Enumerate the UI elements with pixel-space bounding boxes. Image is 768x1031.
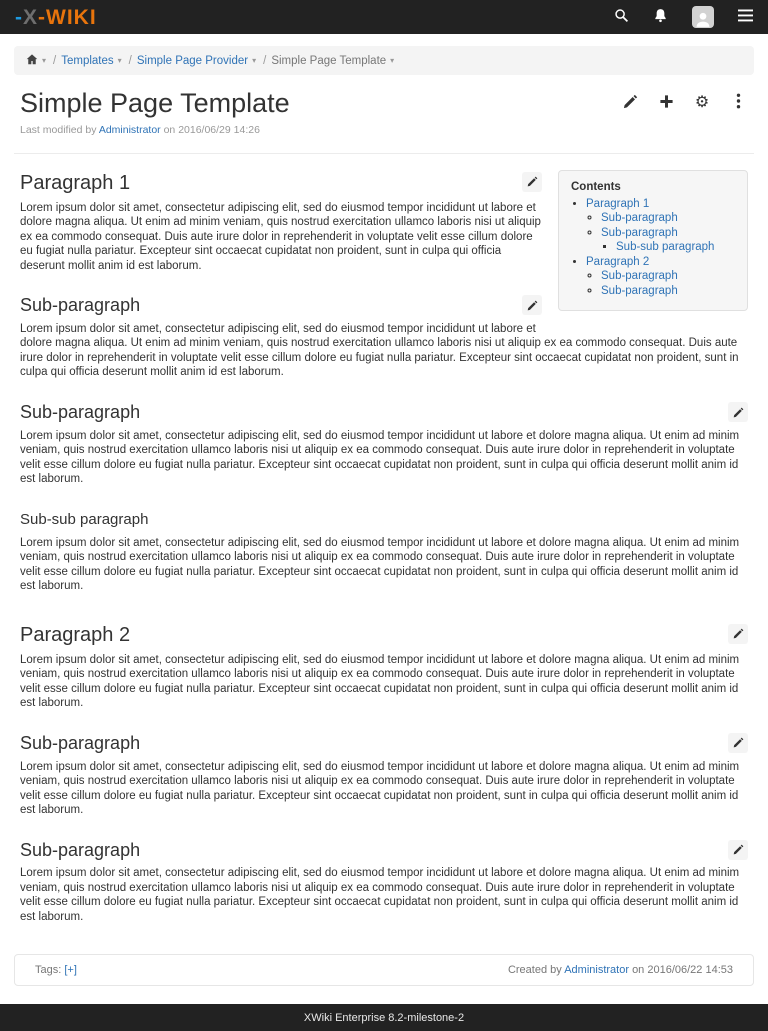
modified-prefix: Last modified by xyxy=(20,123,97,136)
section-heading-sub-paragraph: Sub-paragraph xyxy=(20,295,748,316)
last-modified-line xyxy=(0,119,768,136)
section-heading-sub-paragraph: Sub-paragraph xyxy=(20,840,748,861)
breadcrumb-link-templates[interactable]: Templates xyxy=(61,54,114,67)
page-action-buttons xyxy=(622,95,746,111)
tags-area xyxy=(35,964,77,976)
toc-item xyxy=(601,269,735,284)
section-body: Lorem ipsum dolor sit amet, consectetur adipiscing elit, sed do eiusmod tempor incididunt ut labore et dolore magna aliqua. Ut enim ad minim veniam, quis nostrud exercitation ullamco laboris nisi ut aliquip ex ea commodo consequat. Duis aute irure dolor in reprehenderit in voluptate velit esse cillum dolore eu fugiat nulla pariatur. Excepteur sint occaecat cupidatat non proident, sunt in culpa qui officia deserunt mollit anim id est laborum. xyxy=(20,760,740,816)
admin-actions-button[interactable] xyxy=(694,95,710,111)
caret-down-icon[interactable]: ▾ xyxy=(252,56,257,65)
caret-down-icon[interactable]: ▾ xyxy=(117,56,122,65)
toc-item xyxy=(586,197,735,255)
contents-box xyxy=(558,170,748,312)
toc-link-sub-paragraph[interactable]: Sub-paragraph xyxy=(601,212,678,225)
page-title: Simple Page Template xyxy=(20,88,290,118)
section-heading-paragraph-1: Paragraph 1 xyxy=(20,172,748,195)
section-edit-button[interactable] xyxy=(522,295,542,315)
document-content xyxy=(0,154,768,939)
toc-link-paragraph-2[interactable]: Paragraph 2 xyxy=(586,255,650,268)
search-icon xyxy=(614,8,629,26)
breadcrumb-separator: / xyxy=(263,54,267,67)
admin-gear-icon: ⚙ xyxy=(694,94,710,111)
breadcrumb-current-page: Simple Page Template xyxy=(271,54,387,67)
more-actions-button[interactable] xyxy=(730,95,746,111)
search-button[interactable] xyxy=(614,8,629,26)
section-edit-button[interactable] xyxy=(728,624,748,644)
edit-pencil-icon xyxy=(733,839,744,860)
document-footer xyxy=(14,954,754,986)
add-tag-button[interactable]: [+] xyxy=(64,964,77,977)
breadcrumb-separator: / xyxy=(53,54,57,67)
tags-label: Tags: xyxy=(35,964,62,977)
toc-link-sub-paragraph[interactable]: Sub-paragraph xyxy=(601,226,678,239)
created-prefix: Created by xyxy=(507,964,562,977)
toc-link-sub-paragraph[interactable]: Sub-paragraph xyxy=(601,284,678,297)
home-icon xyxy=(26,55,38,67)
edit-pencil-icon xyxy=(733,732,744,753)
toc-link-paragraph-1[interactable]: Paragraph 1 xyxy=(586,197,650,210)
navbar-actions xyxy=(614,6,753,28)
edit-pencil-icon xyxy=(527,170,538,193)
breadcrumb xyxy=(14,46,754,75)
logo-wiki-text: WIKI xyxy=(46,5,97,29)
edit-pencil-icon xyxy=(733,402,744,423)
toc-item xyxy=(601,211,735,226)
xwiki-logo[interactable] xyxy=(15,7,97,28)
section-edit-button[interactable] xyxy=(728,733,748,753)
toc-item xyxy=(616,240,735,255)
created-suffix: on 2016/06/22 14:53 xyxy=(632,964,733,977)
version-text: XWiki Enterprise 8.2-milestone-2 xyxy=(303,1011,465,1024)
breadcrumb-home-link[interactable] xyxy=(26,54,38,67)
create-plus-icon xyxy=(659,94,674,113)
created-line xyxy=(508,964,733,976)
modified-suffix: on 2016/06/29 14:26 xyxy=(163,123,260,136)
caret-down-icon[interactable]: ▾ xyxy=(42,56,47,65)
top-navbar xyxy=(0,0,768,34)
section-body: Lorem ipsum dolor sit amet, consectetur adipiscing elit, sed do eiusmod tempor incididunt ut labore et dolore magna aliqua. Ut enim ad minim veniam, quis nostrud exercitation ullamco laboris nisi ut aliquip ex ea commodo consequat. Duis aute irure dolor in reprehenderit in voluptate velit esse cillum dolore eu fugiat nulla pariatur. Excepteur sint occaecat cupidatat non proident, sunt in culpa qui officia deserunt mollit anim id est laborum. xyxy=(20,429,740,486)
toc-link-sub-paragraph[interactable]: Sub-paragraph xyxy=(601,270,678,283)
notifications-bell-icon xyxy=(653,8,668,26)
edit-pencil-icon xyxy=(733,622,744,645)
section-body: Lorem ipsum dolor sit amet, consectetur adipiscing elit, sed do eiusmod tempor incididunt ut labore et dolore magna aliqua. Ut enim ad minim veniam, quis nostrud exercitation ullamco laboris nisi ut aliquip ex ea commodo consequat. Duis aute irure dolor in reprehenderit in voluptate velit esse cillum dolore eu fugiat nulla pariatur. Excepteur sint occaecat cupidatat non proident, sunt in culpa qui officia deserunt mollit anim id est laborum. xyxy=(20,201,541,272)
notifications-button[interactable] xyxy=(653,8,668,26)
logo-blue-dash: - xyxy=(15,5,22,29)
created-author-link[interactable]: Administrator xyxy=(564,964,629,977)
section-heading-sub-paragraph: Sub-paragraph xyxy=(20,733,748,754)
section-body: Lorem ipsum dolor sit amet, consectetur adipiscing elit, sed do eiusmod tempor incididunt ut labore et dolore magna aliqua. Ut enim ad minim veniam, quis nostrud exercitation ullamco laboris nisi ut aliquip ex ea commodo consequat. Duis aute irure dolor in reprehenderit in voluptate velit esse cillum dolore eu fugiat nulla pariatur. Excepteur sint occaecat cupidatat non proident, sunt in culpa qui officia deserunt mollit anim id est laborum. xyxy=(20,867,740,923)
section-heading-paragraph-2: Paragraph 2 xyxy=(20,624,748,647)
contents-list xyxy=(571,197,735,299)
logo-x: X xyxy=(23,5,38,29)
caret-down-icon[interactable]: ▾ xyxy=(390,56,395,65)
section-body: Lorem ipsum dolor sit amet, consectetur adipiscing elit, sed do eiusmod tempor incididunt ut labore et dolore magna aliqua. Ut enim ad minim veniam, quis nostrud exercitation ullamco laboris nisi ut aliquip ex ea commodo consequat. Duis aute irure dolor in reprehenderit in voluptate velit esse cillum dolore eu fugiat nulla pariatur. Excepteur sint occaecat cupidatat non proident, sunt in culpa qui officia deserunt mollit anim id est laborum. xyxy=(20,653,740,710)
edit-page-button[interactable] xyxy=(622,95,638,111)
user-avatar-icon xyxy=(692,6,714,28)
toc-item xyxy=(601,284,735,299)
section-heading-sub-sub-paragraph: Sub-sub paragraph xyxy=(20,510,149,528)
create-page-button[interactable] xyxy=(658,95,674,111)
breadcrumb-separator: / xyxy=(128,54,132,67)
toc-link-sub-sub-paragraph[interactable]: Sub-sub paragraph xyxy=(616,241,715,254)
toc-item xyxy=(586,255,735,299)
logo-orange-dash: - xyxy=(38,5,46,29)
hamburger-menu-icon xyxy=(738,9,753,25)
section-heading-sub-paragraph: Sub-paragraph xyxy=(20,402,748,423)
section-edit-button[interactable] xyxy=(522,172,542,192)
drawer-menu-button[interactable] xyxy=(738,9,753,25)
contents-title: Contents xyxy=(571,180,621,193)
edit-pencil-icon xyxy=(623,94,638,113)
section-edit-button[interactable] xyxy=(728,402,748,422)
edit-pencil-icon xyxy=(527,295,538,316)
section-body: Lorem ipsum dolor sit amet, consectetur adipiscing elit, sed do eiusmod tempor incididunt ut labore et dolore magna aliqua. Ut enim ad minim veniam, quis nostrud exercitation ullamco laboris nisi ut aliquip ex ea commodo consequat. Duis aute irure dolor in reprehenderit in voluptate velit esse cillum dolore eu fugiat nulla pariatur. Excepteur sint occaecat cupidatat non proident, sunt in culpa qui officia deserunt mollit anim id est laborum. xyxy=(20,536,740,593)
section-edit-button[interactable] xyxy=(728,840,748,860)
profile-button[interactable] xyxy=(692,6,714,28)
toc-item xyxy=(601,226,735,255)
more-actions-kebab-icon xyxy=(736,93,741,113)
breadcrumb-link-simple-page-provider[interactable]: Simple Page Provider xyxy=(136,54,249,67)
version-bar xyxy=(0,1004,768,1031)
modified-author-link[interactable]: Administrator xyxy=(98,123,161,136)
section-body: Lorem ipsum dolor sit amet, consectetur adipiscing elit, sed do eiusmod tempor incididunt ut labore et dolore magna aliqua. Ut enim ad minim veniam, quis nostrud exercitation ullamco laboris nisi ut aliquip ex ea commodo consequat. Duis aute irure dolor in reprehenderit in voluptate velit esse cillum dolore eu fugiat nulla pariatur. Excepteur sint occaecat cupidatat non proident, sunt in culpa qui officia deserunt mollit anim id est laborum. xyxy=(20,322,739,379)
